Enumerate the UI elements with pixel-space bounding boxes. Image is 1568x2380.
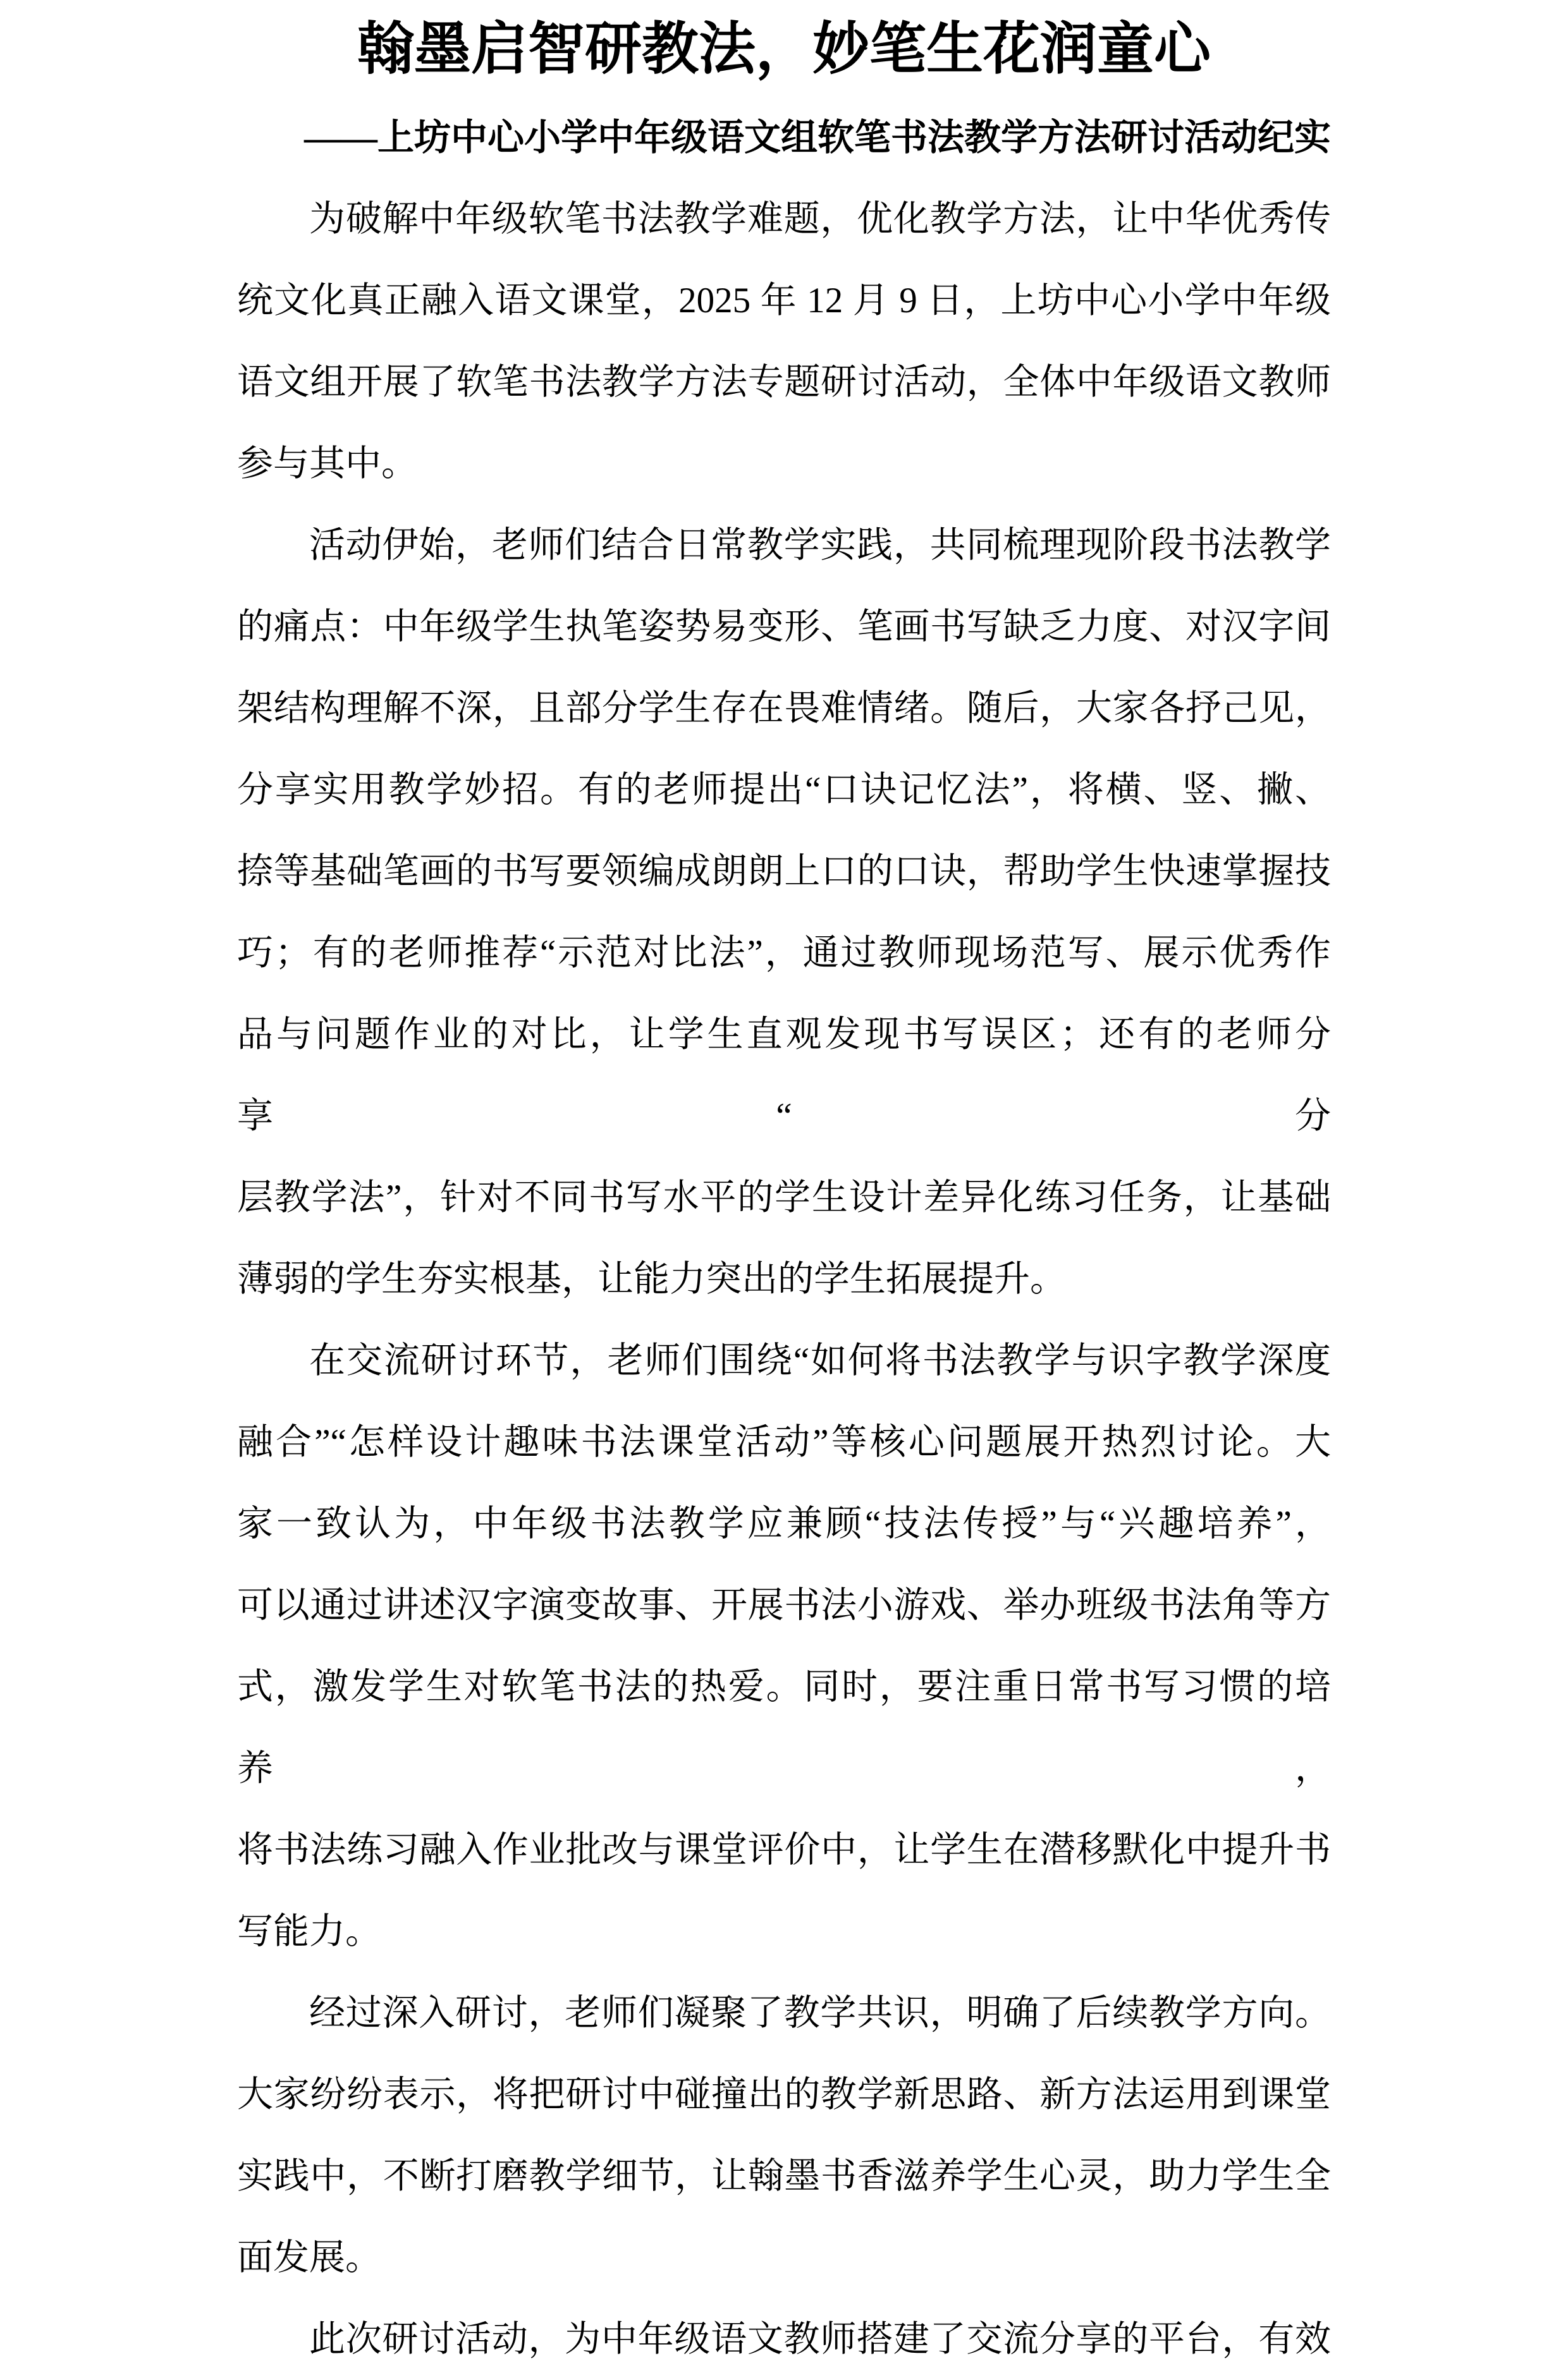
text-line: 在交流研讨环节，老师们围绕“如何将书法教学与识字教学深度 xyxy=(309,1341,1331,1381)
text-line: 将书法练习融入作业批改与课堂评价中，让学生在潜移默化中提升书 xyxy=(237,1830,1331,1870)
text-line: 式，激发学生对软笔书法的热爱。同时，要注重日常书写习惯的培养， xyxy=(237,1667,1331,1788)
text-line: 此次研讨活动，为中年级语文教师搭建了交流分享的平台，有效 xyxy=(309,2319,1331,2359)
text-line: 活动伊始，老师们结合日常教学实践，共同梳理现阶段书法教学 xyxy=(309,525,1331,565)
paragraph xyxy=(237,1320,1331,1972)
document-body xyxy=(237,178,1331,2380)
paragraph xyxy=(237,2298,1331,2380)
text-line: 架结构理解不深，且部分学生存在畏难情绪。随后，大家各抒己见， xyxy=(237,688,1331,728)
text-line: 大家纷纷表示，将把研讨中碰撞出的教学新思路、新方法运用到课堂 xyxy=(237,2075,1331,2115)
text-line: 写能力。 xyxy=(237,1912,381,1951)
text-line: 融合”“怎样设计趣味书法课堂活动”等核心问题展开热烈讨论。大 xyxy=(237,1422,1331,1462)
text-line: 层教学法”，针对不同书写水平的学生设计差异化练习任务，让基础 xyxy=(237,1178,1331,1217)
text-line: 薄弱的学生夯实根基，让能力突出的学生拓展提升。 xyxy=(237,1259,1066,1299)
text-line: 可以通过讲述汉字演变故事、开展书法小游戏、举办班级书法角等方 xyxy=(237,1585,1331,1625)
paragraph xyxy=(237,1972,1331,2298)
text-line: 捺等基础笔画的书写要领编成朗朗上口的口诀，帮助学生快速掌握技 xyxy=(237,851,1331,891)
text-line: 巧；有的老师推荐“示范对比法”，通过教师现场范写、展示优秀作 xyxy=(237,933,1331,973)
text-line: 参与其中。 xyxy=(237,444,417,484)
text-line: 家一致认为，中年级书法教学应兼顾“技法传授”与“兴趣培养”， xyxy=(237,1504,1331,1544)
text-line: 面发展。 xyxy=(237,2238,381,2278)
text-line: 品与问题作业的对比，让学生直观发现书写误区；还有的老师分享“分 xyxy=(237,1015,1331,1136)
document-title: 翰墨启智研教法，妙笔生花润童心 xyxy=(357,18,1211,81)
paragraph xyxy=(237,504,1331,1320)
text-line: 的痛点：中年级学生执笔姿势易变形、笔画书写缺乏力度、对汉字间 xyxy=(237,607,1331,647)
text-line: 语文组开展了软笔书法教学方法专题研讨活动，全体中年级语文教师 xyxy=(237,362,1331,402)
text-line: 统文化真正融入语文课堂，2025 年 12 月 9 日，上坊中心小学中年级 xyxy=(237,281,1331,320)
text-line: 分享实用教学妙招。有的老师提出“口诀记忆法”，将横、竖、撇、 xyxy=(237,770,1331,810)
text-line: 经过深入研讨，老师们凝聚了教学共识，明确了后续教学方向。 xyxy=(309,1993,1331,2033)
document-subtitle: ——上坊中心小学中年级语文组软笔书法教学方法研讨活动纪实 xyxy=(303,117,1331,158)
text-line: 实践中，不断打磨教学细节，让翰墨书香滋养学生心灵，助力学生全 xyxy=(237,2156,1331,2196)
text-line: 为破解中年级软笔书法教学难题，优化教学方法，让中华优秀传 xyxy=(309,199,1331,239)
paragraph xyxy=(237,178,1331,504)
